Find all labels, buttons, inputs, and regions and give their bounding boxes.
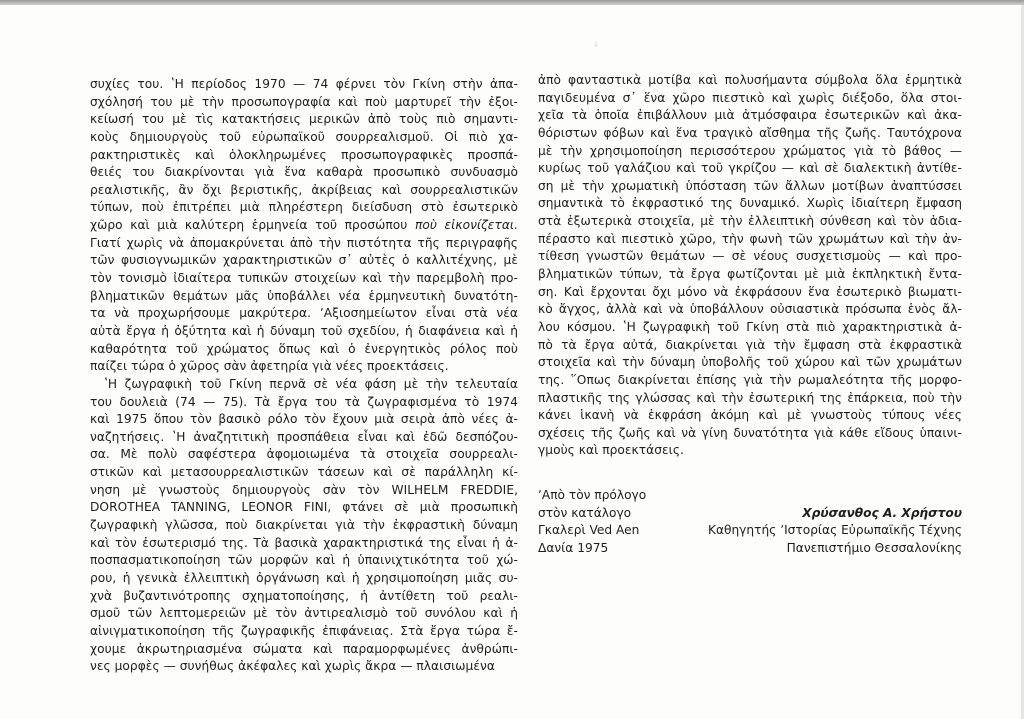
text-line: πὸ τὰ ἔργα αὐτά, διακρίνεται γιὰ τὴν ἔμφαση στὰ ἐκφραστικὰ <box>538 337 962 352</box>
page-mark: ⸸ <box>594 40 598 49</box>
text-line: βληματικῶν θεμάτων μᾶς ὑποβάλλει νέα ἑρμηνευτικὴ δυνατότη- <box>90 288 518 303</box>
text-line: τύπων, ποὺ ἐπιτρέπει μιὰ πληρέστερη διείσδυση στὸ ἐσωτερικὸ <box>90 200 518 215</box>
source-note-line: ʼΑπὸ τὸν πρόλογο <box>538 488 647 502</box>
text-line: κὸ ἄγχος, ἀλλὰ καὶ νὰ ὑποβάλλουν οὐσιαστικὰ πρόσωπα ἑνὸς ἄλ- <box>538 302 962 317</box>
text-line: ἀπὸ φανταστικὰ μοτίβα καὶ πολυσήμαντα σύμβολα ὅλα ἑρμητικὰ <box>538 73 962 87</box>
text-line: θόριστων φόβων καὶ ἕνα τραγικὸ αἴσθημα τῆς ζωῆς. Ταυτόχρονα <box>538 125 962 140</box>
text-line: της. ῞Οπως διακρίνεται ἐπίσης γιὰ τὴν ρωμαλεότητα τῆς μορφο- <box>538 372 962 387</box>
text-line: ζωγραφικὴ γλῶσσα, ποὺ διακρίνεται γιὰ τὴν ἐκφραστικὴ δύναμη <box>90 518 518 533</box>
text-line: κοὺς δημιουργοὺς τοῦ εὐρωπαϊκοῦ σουρρεαλισμοῦ. Οἱ πιὸ χα- <box>90 129 518 144</box>
text-line: χνὰ βυζαντινότροπης σχηματοποίησης, ἡ ἀντίθετη τοῦ ρεαλι- <box>90 588 518 603</box>
text-line: τα νὰ προχωρήσουμε μακρύτερα. ʼΑξιοσημείωτον εἶναι στὰ νέα <box>90 306 518 321</box>
text-line: πέραστο καὶ πιεστικὸ χῶρο, τὴν φωνὴ τῶν χρωμάτων καὶ τὴν ἀν- <box>538 231 962 246</box>
text-line: βληματικῶν τύπων, τὰ ἔργα φωτίζονται μὲ μιὰ ἐκπληκτικὴ ἔντα- <box>538 267 962 282</box>
text-line: κυρίως τοῦ γαλάζιου καὶ τοῦ γκρίζου — καὶ σὲ διαλεκτικὴ ἀντίθε- <box>538 161 962 176</box>
author-name: Χρύσανθος Α. Χρήστου <box>802 505 962 520</box>
text-line: ʽΗ ζωγραφικὴ τοῦ Γκίνη περνᾶ σὲ νέα φάση μὲ τὴν τελευταία <box>104 376 518 391</box>
author-block <box>662 505 962 558</box>
italic-run: ποὺ εἰκονίζεται. <box>414 218 518 233</box>
text-line: ποσπασματικοποίηση τῶν μορφῶν καὶ ἡ ὑπαινιχτικότητα τοῦ χώ- <box>90 553 518 568</box>
text-line: ση. Καὶ ἔρχονται ὄχι μόνο νὰ ἐκφράσουν ἕνα ἐσωτερικὸ βιωματι- <box>538 284 962 299</box>
text-line: καὶ τὸν ἐσωτερισμό της. Τὰ βασικὰ χαρακτηριστικά της εἶναι ἡ ἀ- <box>90 535 518 550</box>
text-line: νες μορφὲς — συνήθως ἀκέφαλες καὶ χωρὶς ἄκρα — πλαισιωμένα <box>90 659 495 674</box>
text-line: μὲ τὴν χρησιμοποίηση περισσότερου χρώματος γιὰ τὸ βάθος — <box>538 143 962 158</box>
text-line: στικῶν καὶ μετασουρρεαλιστικῶν τάσεων καὶ σὲ παράλληλη κί- <box>90 465 518 480</box>
text-line: τῶν φυσιογνωμικῶν χαρακτηριστικῶν σ᾽ αὐτὲς ὁ καλλιτέχνης, μὲ <box>90 253 518 268</box>
text-line: ρακτηριστικὲς καὶ ὁλοκληρωμένες προσωπογραφικὲς προσπά- <box>90 147 518 162</box>
text-line: ρου, ἡ γενικὰ ἐλλειπτικὴ ὀργάνωση καὶ ἡ χρησιμοποίηση μιᾶς συ- <box>90 570 518 585</box>
source-note-line: Γκαλερὶ Ved Aen <box>538 523 640 538</box>
text-line: συχίες του. ʽΗ περίοδος 1970 — 74 φέρνει τὸν Γκίνη στὴν ἀπα- <box>90 77 518 91</box>
text-line: πλαστικῆς της γλώσσας καὶ τὴν ἐσωτερική της ἐπάρκεια, ποὺ τὴν <box>538 390 962 405</box>
text-line: λου κόσμου. ʽΗ ζωγραφικὴ τοῦ Γκίνη στὰ πιὸ χαρακτηριστικὰ ἀ- <box>538 319 962 334</box>
source-note-line: στὸν κατάλογο <box>538 505 632 520</box>
scan-top-edge <box>0 0 1024 5</box>
text-line: DOROTHEA TANNING, LEONOR FINI, φτάνει σὲ μιὰ προσωπικὴ <box>90 500 518 515</box>
left-column <box>90 76 518 676</box>
text-line: σα. Μὲ πολὺ σαφέστερα ἀφομοιωμένα τὰ στοιχεῖα σουρρεαλι- <box>90 447 518 462</box>
author-affiliation: Πανεπιστήμιο Θεσσαλονίκης <box>786 540 962 555</box>
text-line: στὰ ἐξωτερικὰ στοιχεῖα, μὲ τὴν ἐλλειπτικὴ σύνθεση καὶ τὸν ἀδια- <box>538 214 962 229</box>
source-note-line: Δανία 1975 <box>538 540 609 555</box>
text-line: χεῖα τὰ ὁποῖα ἐπιβάλλουν μιὰ ἀτμόσφαιρα ἐσωτερικῶν καὶ ἀκα- <box>538 108 962 123</box>
text-line: παγιδευμένα σ᾽ ἕνα χῶρο πιεστικὸ καὶ χωρὶς διέξοδο, ὅλα στοι- <box>538 90 962 105</box>
text-line: κείωσή του μὲ τὶς κατακτήσεις μερικῶν ἀπὸ τοὺς πιὸ σημαντι- <box>90 112 518 127</box>
text-line: σχόλησή του μὲ τὴν προσωπογραφία καὶ ποὺ μαρτυρεῖ τὴν ἐξοι- <box>90 94 518 109</box>
author-title: Καθηγητής ʼΙστορίας Εὐρωπαϊκῆς Τέχνης <box>707 523 962 538</box>
text-line: κάνει ἱκανὴ νὰ ἐκφράση ἀκόμη καὶ μὲ γνωστοὺς τύπους νέες <box>538 408 962 423</box>
text-line: Γιατί χωρὶς νὰ ἀπομακρύνεται ἀπὸ τὴν πιστότητα τῆς περιγραφῆς <box>90 235 518 250</box>
text-line: στοιχεῖα καὶ τὴν δύναμη ὑποβολῆς τοῦ χώρου καὶ τῶν χρωμάτων <box>538 355 962 370</box>
text-line: αἰνιγματικοποίηση τῆς ζωγραφικῆς ἐπιφάνειας. Στὰ ἔργα τώρα ἔ- <box>90 623 518 638</box>
text-line: παίζει τώρα ὁ χῶρος σὰν ἀφετηρία γιὰ νέες προεκτάσεις. <box>90 359 449 374</box>
text-line: χουμε ἀκρωτηριασμένα σώματα καὶ παραμορφωμένες ἀνθρώπι- <box>90 641 518 656</box>
text-line: θειές του διακρίνονται γιὰ ἕνα καθαρὰ προσωπικὸ συνδυασμὸ <box>90 165 518 180</box>
right-column <box>538 72 962 460</box>
text-line: σημαντικὰ τὸ ἐκφραστικό της δυναμικό. Χωρὶς ἰδιαίτερη ἔμφαση <box>538 196 962 211</box>
text-line <box>90 217 518 235</box>
text-line: ρεαλιστικῆς, ἂν ὄχι βεριστικῆς, ἀκρίβειας καὶ σουρρεαλιστικῶν <box>90 182 518 197</box>
text-line: τὸν τονισμὸ ἰδιαίτερα τυπικῶν στοιχείων καὶ τὴν παρεμβολὴ προ- <box>90 271 518 286</box>
text-line: τίθεση γνωστῶν θεμάτων — σὲ νέους συσχετισμοὺς — καὶ προ- <box>538 249 962 264</box>
text-line: του δουλειὰ (74 — 75). Τὰ ἔργα του τὰ ζωγραφισμένα τὸ 1974 <box>90 394 518 409</box>
text-line: καθαρότητα τοῦ χρώματος ὅπως καὶ ὁ ἐνεργητικὸς ρόλος ποὺ <box>90 341 518 356</box>
text-line: σχέσεις τῆς ζωῆς καὶ νὰ γίνη δυνατότητα γιὰ κάθε εἴδους ὑπαινι- <box>538 425 962 440</box>
text-line: σμοῦ τῶν λεπτομερειῶν μὲ τὸν ἀντιρεαλισμὸ τοῦ συνόλου καὶ ἡ <box>90 606 518 621</box>
text-run: χῶρο καὶ μιὰ καλύτερη ἑρμηνεία τοῦ προσώπου <box>90 218 415 233</box>
text-line: γμοὺς καὶ προεκτάσεις. <box>538 443 684 458</box>
text-line: νηση μὲ γνωστοὺς δημιουργοὺς σὰν τὸν WILHELM FREDDIE, <box>90 482 518 497</box>
text-line: ση μὲ τὴν χρωματικὴ ὑπόσταση τῶν ἄλλων μοτίβων ἀναπτύσσει <box>538 178 962 193</box>
text-line: καὶ 1975 ὅπου τὸν βασικὸ ρόλο τὸν ἔχουν μιὰ σειρὰ ἀπὸ νέες ἀ- <box>90 412 518 427</box>
text-line: ναζητήσεις. ʽΗ ἀναζητιτικὴ προσπάθεια εἶναι καὶ ἐδῶ δεσπόζου- <box>90 429 518 444</box>
text-line: αὐτὰ ἔργα ἡ ὀξύτητα καὶ ἡ δύναμη τοῦ σχεδίου, ἡ διαφάνεια καὶ ἡ <box>90 323 518 338</box>
